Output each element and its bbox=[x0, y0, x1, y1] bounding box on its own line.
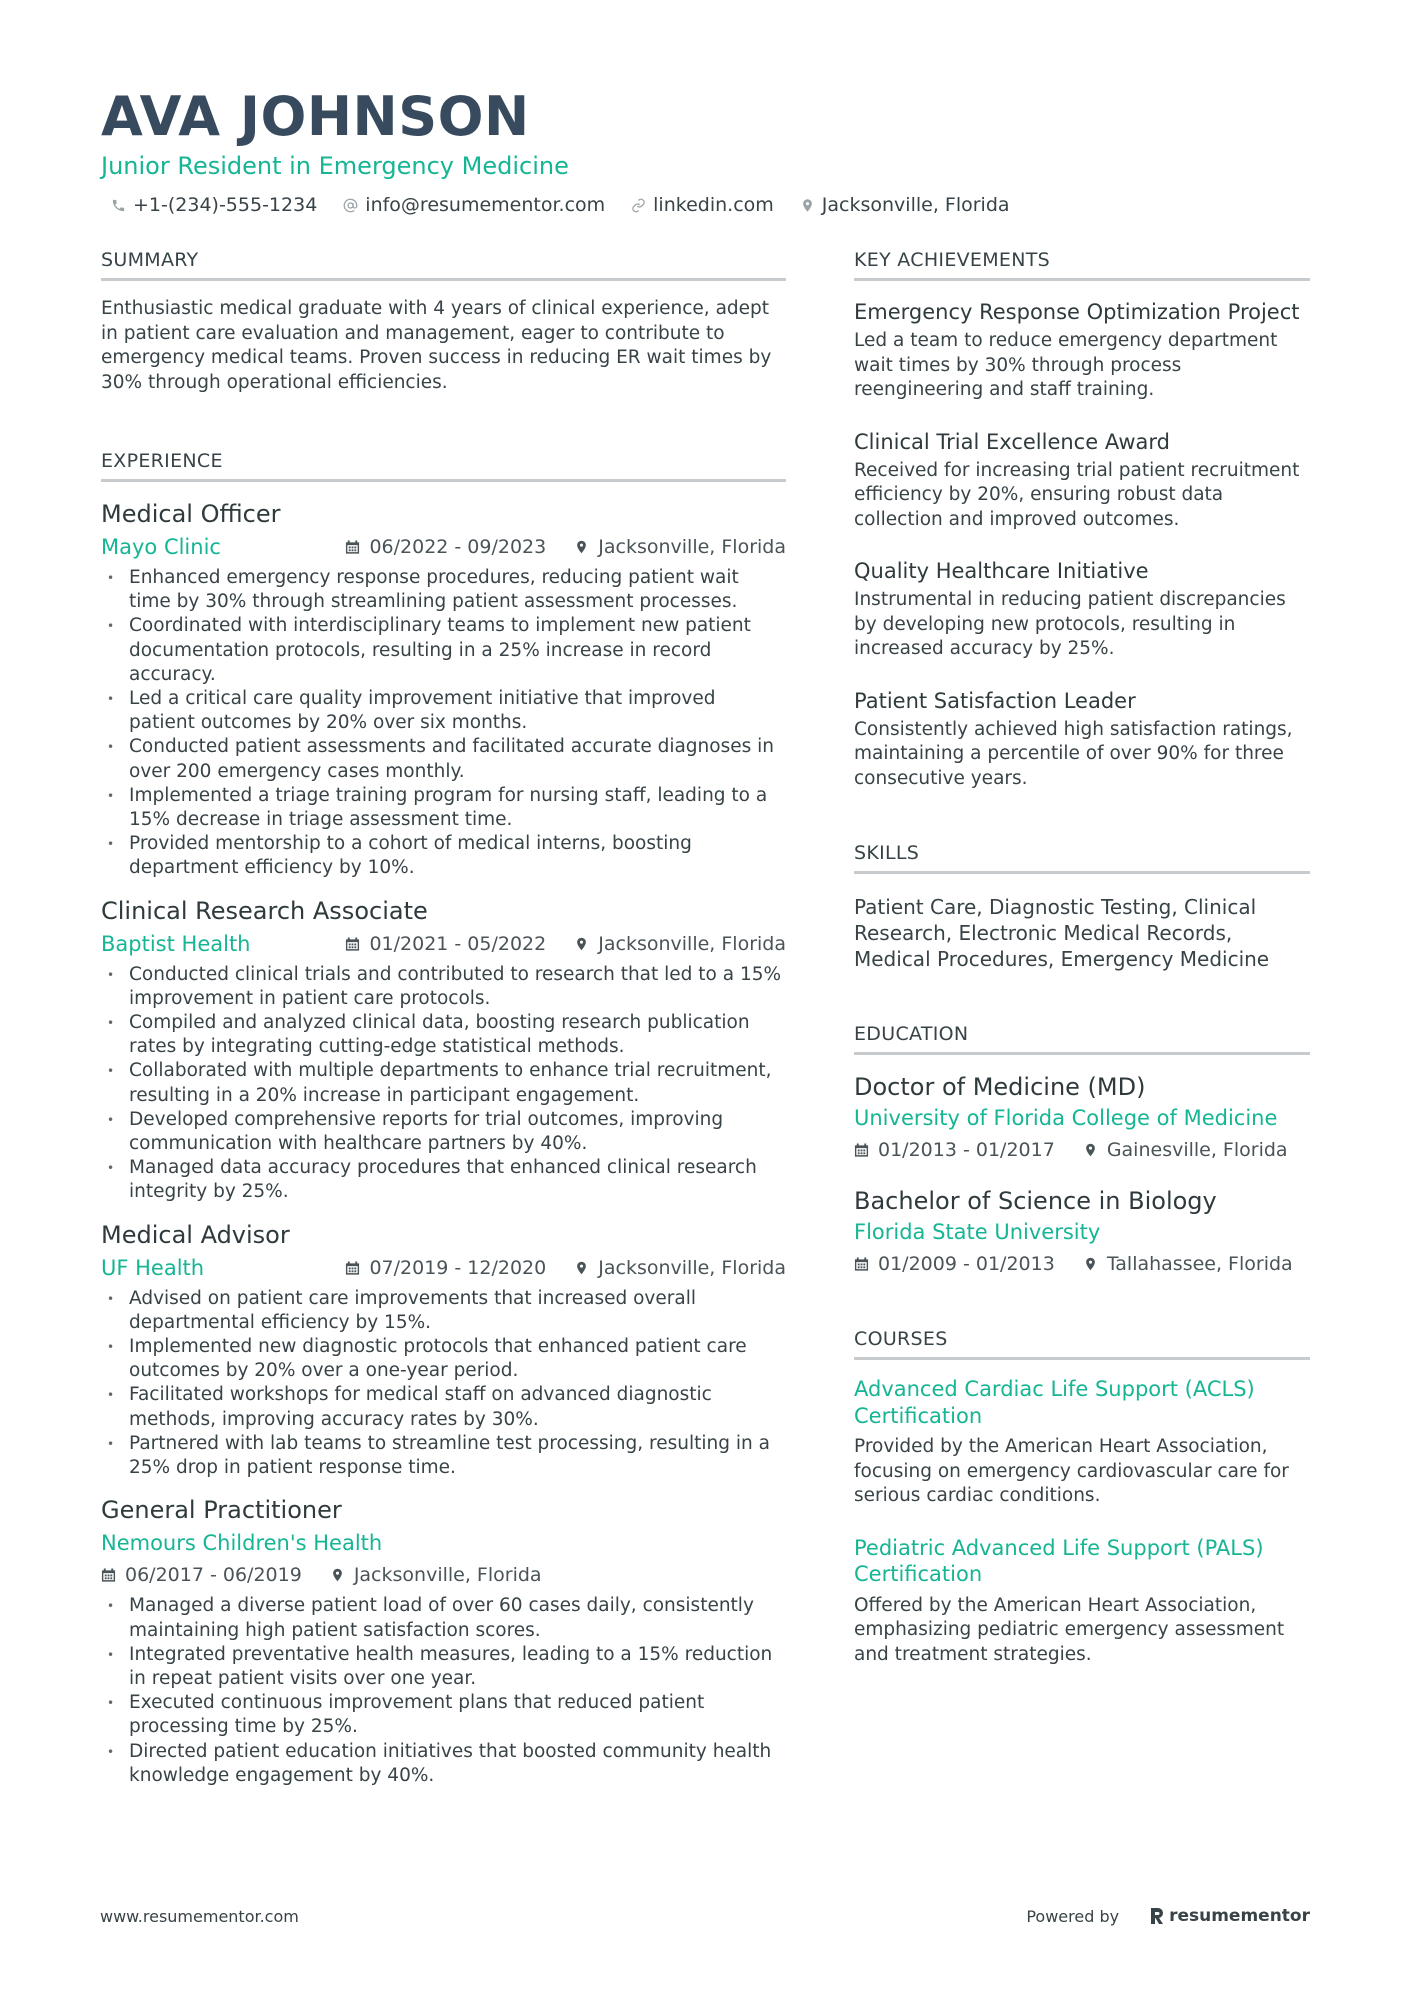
calendar-icon bbox=[854, 1256, 869, 1272]
job-dates-text: 07/2019 - 12/2020 bbox=[369, 1256, 547, 1279]
course-text: Provided by the American Heart Association, focusing on emergency cardiovascular care for serious cardiac conditions. bbox=[854, 1436, 1289, 1506]
phone-text: +1-(234)-555-1234 bbox=[133, 194, 318, 216]
job-title: Medical Officer bbox=[101, 500, 281, 528]
calendar-icon bbox=[345, 1260, 360, 1276]
calendar-icon bbox=[854, 1142, 869, 1158]
achievement-item bbox=[854, 686, 1310, 792]
job-bullet: • Compiled and analyzed clinical data, boosting research publication rates by integrating cutting-edge statistical methods. bbox=[101, 1011, 786, 1059]
job-meta bbox=[101, 1253, 786, 1283]
contact-linkedin[interactable] bbox=[631, 194, 774, 216]
achievement-title: Quality Healthcare Initiative bbox=[854, 559, 1149, 583]
powered-by-label: Powered by bbox=[1026, 1906, 1120, 1926]
job-company: Baptist Health bbox=[101, 931, 251, 956]
education-degree: Bachelor of Science in Biology bbox=[854, 1187, 1217, 1215]
achievements-section bbox=[854, 248, 1310, 791]
job-meta bbox=[101, 929, 786, 959]
achievement-title: Patient Satisfaction Leader bbox=[854, 688, 1136, 713]
job-bullets bbox=[101, 1287, 786, 1481]
education-dates-text: 01/2013 - 01/2017 bbox=[878, 1139, 1055, 1161]
summary-text: Enthusiastic medical graduate with 4 years of clinical experience, adept in patient care evaluation and management, eager to contribute to emergency medical teams. Proven success in reducing ER wait times by 30% through operational efficiencies. bbox=[101, 298, 772, 393]
summary-section bbox=[101, 248, 786, 395]
job-meta-right bbox=[345, 532, 786, 562]
course-title: Pediatric Advanced Life Support (PALS) Certification bbox=[854, 1535, 1264, 1586]
left-column bbox=[101, 248, 786, 1802]
job-company: Mayo Clinic bbox=[101, 535, 221, 559]
calendar-icon bbox=[345, 936, 360, 952]
achievement-text: Consistently achieved high satisfaction ratings, maintaining a percentile of over 90% for three consecutive years. bbox=[854, 718, 1293, 789]
contact-phone bbox=[111, 194, 317, 216]
calendar-icon bbox=[101, 1567, 116, 1583]
education-item bbox=[854, 1185, 1310, 1277]
education-dates bbox=[854, 1251, 1055, 1277]
email-text: info@resumementor.com bbox=[365, 194, 606, 216]
job-bullets bbox=[101, 566, 786, 881]
job-bullets bbox=[101, 963, 786, 1205]
powered-by bbox=[1026, 1906, 1310, 1926]
job-title: General Practitioner bbox=[101, 1496, 342, 1525]
job-meta bbox=[101, 1528, 786, 1558]
education-location-text: Tallahassee, Florida bbox=[1106, 1253, 1293, 1275]
job-bullet: • Executed continuous improvement plans that reduced patient processing time by 25%. bbox=[101, 1691, 786, 1739]
skills-section bbox=[854, 841, 1310, 972]
experience-section bbox=[101, 449, 786, 1788]
location-pin-icon bbox=[800, 198, 815, 213]
job-entry bbox=[101, 895, 786, 1205]
achievements-heading: KEY ACHIEVEMENTS bbox=[854, 248, 1310, 281]
job-bullet: • Led a critical care quality improvement initiative that improved patient outcomes by 20% over six months. bbox=[101, 687, 786, 735]
course-item bbox=[854, 1535, 1310, 1668]
location-pin-icon bbox=[1083, 1256, 1098, 1272]
location-pin-icon bbox=[330, 1567, 345, 1583]
job-bullet: • Provided mentorship to a cohort of medical interns, boosting department efficiency by 10%. bbox=[101, 832, 786, 880]
education-dates-text: 01/2009 - 01/2013 bbox=[878, 1253, 1055, 1275]
contact-location bbox=[800, 194, 1010, 216]
course-title: Advanced Cardiac Life Support (ACLS) Certification bbox=[854, 1377, 1255, 1428]
job-dates bbox=[345, 532, 546, 562]
job-location bbox=[574, 929, 786, 959]
job-bullet: • Advised on patient care improvements that increased overall departmental efficiency by 15%. bbox=[101, 1287, 786, 1335]
at-icon bbox=[343, 198, 358, 213]
location-pin-icon bbox=[574, 539, 589, 555]
achievement-title: Clinical Trial Excellence Award bbox=[854, 429, 1170, 454]
job-location-text: Jacksonville, Florida bbox=[353, 1564, 542, 1587]
job-bullet: • Enhanced emergency response procedures, reducing patient wait time by 30% through streamlining patient assessment processes. bbox=[101, 566, 786, 614]
job-bullet: • Managed data accuracy procedures that enhanced clinical research integrity by 25%. bbox=[101, 1156, 786, 1204]
job-meta-right bbox=[345, 1253, 786, 1283]
achievement-title: Emergency Response Optimization Project bbox=[854, 300, 1300, 324]
job-bullet: • Developed comprehensive reports for trial outcomes, improving communication with healthcare partners by 40%. bbox=[101, 1108, 786, 1156]
job-company: Nemours Children's Health bbox=[101, 1531, 383, 1556]
education-dates bbox=[854, 1137, 1055, 1163]
job-location bbox=[574, 1253, 786, 1283]
location-pin-icon bbox=[574, 936, 589, 952]
job-title: Medical Advisor bbox=[101, 1220, 290, 1249]
location-pin-icon bbox=[1083, 1142, 1098, 1158]
contact-email[interactable] bbox=[343, 194, 605, 216]
job-location-text: Jacksonville, Florida bbox=[598, 1256, 786, 1279]
job-bullet: • Implemented new diagnostic protocols that enhanced patient care outcomes by 20% over a one-year period. bbox=[101, 1335, 786, 1383]
achievement-text: Instrumental in reducing patient discrepancies by developing new protocols, resulting in increased accuracy by 25%. bbox=[854, 589, 1286, 659]
job-meta-right bbox=[345, 929, 786, 959]
achievement-item bbox=[854, 556, 1310, 662]
location-pin-icon bbox=[574, 1260, 589, 1276]
job-bullet: • Partnered with lab teams to streamline test processing, resulting in a 25% drop in patient response time. bbox=[101, 1432, 786, 1480]
job-entry bbox=[101, 1219, 786, 1481]
right-column bbox=[854, 248, 1310, 1802]
contact-bar bbox=[101, 194, 1310, 216]
page-footer bbox=[100, 1906, 1310, 1926]
link-icon bbox=[631, 198, 646, 213]
job-bullet: • Facilitated workshops for medical staff on advanced diagnostic methods, improving accuracy rates by 30%. bbox=[101, 1383, 786, 1431]
phone-icon bbox=[111, 198, 126, 213]
job-bullet: • Implemented a triage training program for nursing staff, leading to a 15% decrease in triage assessment time. bbox=[101, 784, 786, 832]
courses-heading: COURSES bbox=[854, 1327, 1310, 1360]
course-item bbox=[854, 1376, 1310, 1509]
skills-text: Patient Care, Diagnostic Testing, Clinical Research, Electronic Medical Records, Medical Procedures, Emergency Medicine bbox=[854, 895, 1270, 971]
footer-url[interactable]: www.resumementor.com bbox=[100, 1906, 299, 1926]
courses-section bbox=[854, 1327, 1310, 1667]
job-location-text: Jacksonville, Florida bbox=[598, 932, 786, 955]
job-entry bbox=[101, 1494, 786, 1788]
experience-heading: EXPERIENCE bbox=[101, 449, 786, 482]
achievement-item bbox=[854, 427, 1310, 533]
education-heading: EDUCATION bbox=[854, 1022, 1310, 1055]
achievement-item bbox=[854, 297, 1310, 403]
job-bullet: • Collaborated with multiple departments to enhance trial recruitment, resulting in a 20% increase in participant engagement. bbox=[101, 1059, 786, 1107]
job-meta-row bbox=[101, 1560, 786, 1590]
education-meta bbox=[854, 1251, 1310, 1277]
job-meta bbox=[101, 532, 786, 562]
job-bullet: • Integrated preventative health measures, leading to a 15% reduction in repeat patient visits over one year. bbox=[101, 1643, 786, 1691]
job-bullet: • Conducted patient assessments and facilitated accurate diagnoses in over 200 emergency cases monthly. bbox=[101, 735, 786, 783]
job-dates-text: 01/2021 - 05/2022 bbox=[369, 932, 547, 955]
education-meta bbox=[854, 1137, 1310, 1163]
job-bullets bbox=[101, 1594, 786, 1788]
job-dates-text: 06/2017 - 06/2019 bbox=[125, 1564, 302, 1587]
job-title: Clinical Research Associate bbox=[101, 896, 428, 925]
job-dates bbox=[345, 929, 546, 959]
education-section bbox=[854, 1022, 1310, 1277]
job-bullet: • Directed patient education initiatives that boosted community health knowledge engagement by 40%. bbox=[101, 1740, 786, 1788]
education-location-text: Gainesville, Florida bbox=[1106, 1139, 1288, 1161]
job-bullet: • Coordinated with interdisciplinary teams to implement new patient documentation protocols, resulting in a 25% increase in record accuracy. bbox=[101, 614, 786, 687]
location-text: Jacksonville, Florida bbox=[821, 194, 1010, 216]
job-bullet: • Conducted clinical trials and contributed to research that led to a 15% improvement in patient care protocols. bbox=[101, 963, 786, 1011]
job-location-text: Jacksonville, Florida bbox=[598, 536, 786, 558]
brand-logo-icon bbox=[1149, 1906, 1165, 1926]
two-column-body bbox=[101, 248, 1310, 1802]
education-degree: Doctor of Medicine (MD) bbox=[854, 1073, 1146, 1101]
education-school: University of Florida College of Medicine bbox=[854, 1106, 1278, 1130]
job-dates bbox=[101, 1560, 302, 1590]
candidate-title: Junior Resident in Emergency Medicine bbox=[101, 152, 569, 180]
job-location bbox=[330, 1560, 542, 1590]
course-text: Offered by the American Heart Association, emphasizing pediatric emergency assessment and treatment strategies. bbox=[854, 1594, 1285, 1665]
calendar-icon bbox=[345, 539, 360, 555]
skills-heading: SKILLS bbox=[854, 841, 1310, 874]
education-location bbox=[1083, 1137, 1288, 1163]
education-location bbox=[1083, 1251, 1293, 1277]
achievement-text: Received for increasing trial patient recruitment efficiency by 20%, ensuring robust data collection and improved outcomes. bbox=[854, 459, 1300, 530]
brand-name: resumementor bbox=[1169, 1906, 1310, 1926]
brand-logo[interactable] bbox=[1149, 1906, 1310, 1926]
job-location bbox=[574, 532, 786, 562]
achievement-text: Led a team to reduce emergency department wait times by 30% through process reengineering and staff training. bbox=[854, 330, 1278, 400]
job-dates bbox=[345, 1253, 546, 1283]
education-item bbox=[854, 1071, 1310, 1163]
summary-heading: SUMMARY bbox=[101, 248, 786, 281]
linkedin-text: linkedin.com bbox=[653, 194, 774, 216]
job-dates-text: 06/2022 - 09/2023 bbox=[369, 536, 547, 558]
candidate-name: AVA JOHNSON bbox=[101, 85, 530, 148]
job-company: UF Health bbox=[101, 1255, 205, 1280]
job-entry bbox=[101, 498, 786, 881]
education-school: Florida State University bbox=[854, 1220, 1101, 1244]
job-bullet: • Managed a diverse patient load of over 60 cases daily, consistently maintaining high patient satisfaction scores. bbox=[101, 1594, 786, 1642]
